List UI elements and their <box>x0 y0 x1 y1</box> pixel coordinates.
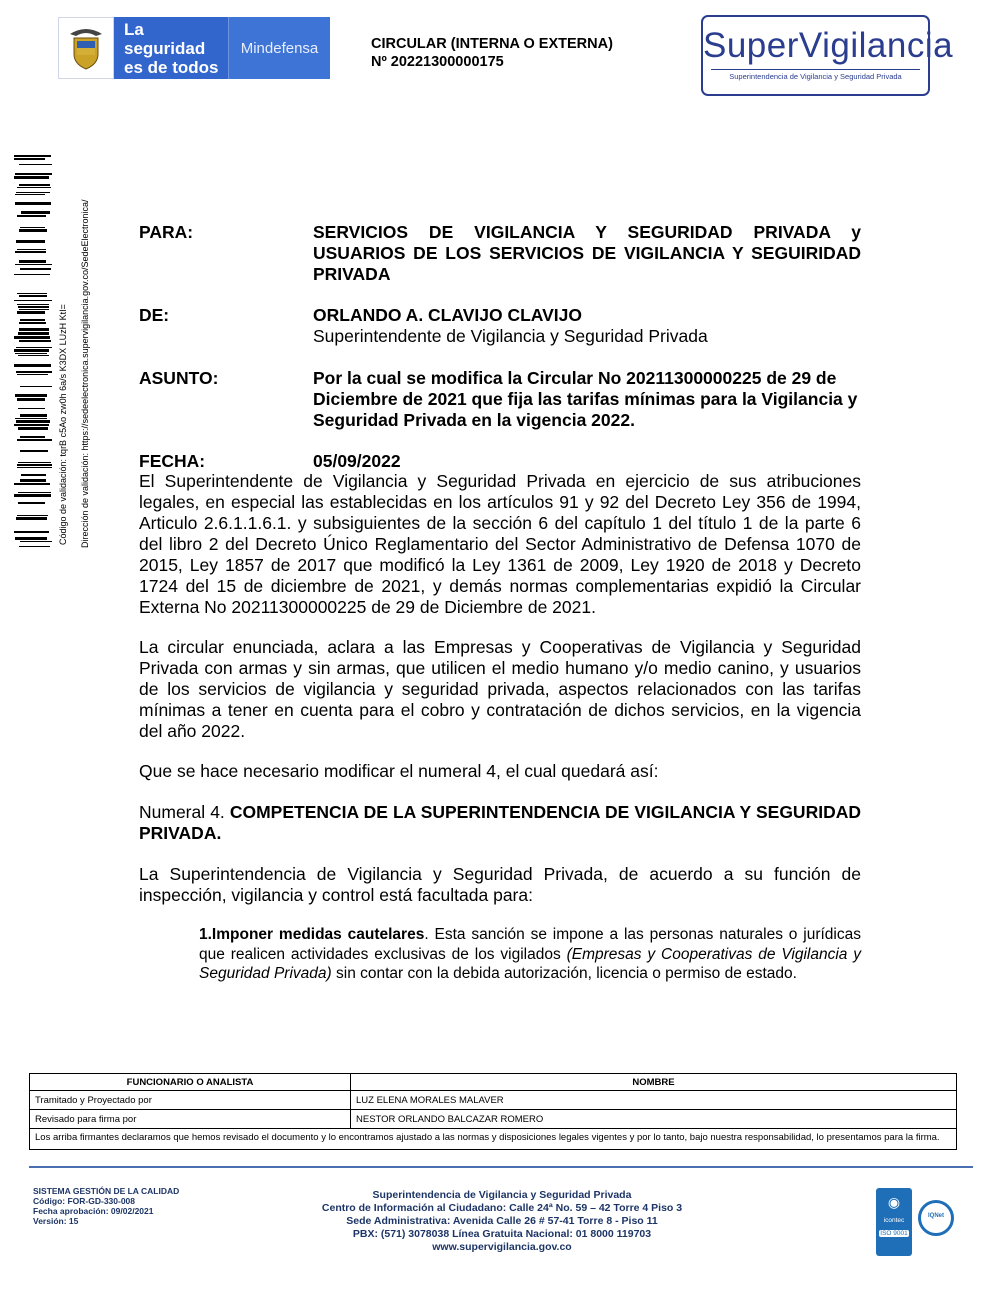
iqnet-certification-icon <box>918 1200 954 1236</box>
item-1-heading: 1.Imponer medidas cautelares <box>199 926 425 943</box>
fecha-label: FECHA: <box>139 451 206 471</box>
table-row <box>30 1110 957 1129</box>
contact-website[interactable]: www.supervigilancia.gov.co <box>432 1241 572 1253</box>
asunto-value: Por la cual se modifica la Circular No 20211300000225 de 29 de Diciembre de 2021 que fija las tarifas mínimas para la Vigilancia y Seguridad Privada en la vigencia 2022. <box>313 368 858 430</box>
icontec-standard: ISO 9001 <box>880 1230 908 1237</box>
quality-approval-date: Fecha aprobación: 09/02/2021 <box>33 1206 154 1216</box>
supervigilancia-logo <box>701 15 954 96</box>
para-label: PARA: <box>139 222 194 242</box>
table-cell-name: NESTOR ORLANDO BALCAZAR ROMERO <box>351 1110 957 1129</box>
table-cell-name: LUZ ELENA MORALES MALAVER <box>351 1091 957 1110</box>
signature-table <box>29 1073 957 1150</box>
numeral-prefix: Numeral 4. <box>139 802 225 822</box>
slogan-line-1: La seguridad <box>124 19 206 58</box>
para-value: SERVICIOS DE VIGILANCIA Y SEGURIDAD PRIVADA y USUARIOS DE LOS SERVICIOS DE VIGILANCIA Y SEGUIRIDAD PRIVADA <box>313 222 861 284</box>
contact-org: Superintendencia de Vigilancia y Seguridad Privada <box>372 1189 632 1201</box>
item-1-end: sin contar con la debida autorización, licencia o permiso de estado. <box>331 965 797 982</box>
quality-system-title: SISTEMA GESTIÓN DE LA CALIDAD <box>33 1186 180 1196</box>
quality-system-info <box>33 1186 179 1226</box>
item-1-italic: (Empresas y Cooperativas de Vigilancia y Seguridad Privada) <box>199 945 861 982</box>
table-note-row <box>30 1129 957 1150</box>
table-note: Los arriba firmantes declaramos que hemos revisado el documento y lo encontramos ajustado a las normas y disposiciones legales vigentes y por lo tanto, bajo nuestra responsabilidad, lo presentamos para la firma. <box>30 1129 957 1150</box>
paragraph-2: La circular enunciada, aclara a las Empresas y Cooperativas de Vigilancia y Seguridad Privada con armas y sin armas, que utilicen el medio humano y/o medio canino, y usuarios de los servicios de vigilancia y seguridad privada, aspectos relacionados con las tarifas mínimas a tener en cuenta para el cobro y contratación de dichos servicios, en la vigencia del año 2022. <box>139 637 861 741</box>
table-header-row <box>30 1074 957 1091</box>
sv-logo-name: SuperVigilancia <box>703 26 954 65</box>
paragraph-3: Que se hace necesario modificar el numeral 4, el cual quedará así: <box>139 761 659 781</box>
table-cell-role: Tramitado y Proyectado por <box>30 1091 351 1110</box>
barcode <box>14 155 52 547</box>
validation-url: Dirección de validación: https://sedeelectronica.supervigilancia.gov.co/SedeElectronica/ <box>80 199 90 548</box>
table-header-funcionario: FUNCIONARIO O ANALISTA <box>30 1074 351 1091</box>
contact-admin-office: Sede Administrativa: Avenida Calle 26 # 57-41 Torre 8 - Piso 11 <box>346 1215 658 1227</box>
paragraph-5: La Superintendencia de Vigilancia y Seguridad Privada, de acuerdo a su función de inspección, vigilancia y control está facultada para: <box>139 864 861 905</box>
table-row <box>30 1091 957 1110</box>
numeral-heading: COMPETENCIA DE LA SUPERINTENDENCIA DE VIGILANCIA Y SEGURIDAD PRIVADA. <box>139 802 861 843</box>
de-label: DE: <box>139 305 170 325</box>
government-logo <box>58 17 330 79</box>
de-title: Superintendente de Vigilancia y Seguridad Privada <box>313 326 708 346</box>
circular-header <box>371 35 613 71</box>
government-slogan <box>114 17 228 79</box>
icontec-brand: icontec <box>883 1217 905 1224</box>
fecha-value: 05/09/2022 <box>313 451 401 471</box>
circular-title: CIRCULAR (INTERNA O EXTERNA) <box>371 36 613 52</box>
circular-number: Nº 20221300000175 <box>371 54 504 70</box>
paragraph-1: El Superintendente de Vigilancia y Seguridad Privada en ejercicio de sus atribuciones legales, en especial las establecidas en los artículos 91 y 92 del Decreto Ley 356 de 1994, Articulo 2.6.1.1.6.1. y subsiguientes de la sección 6 del capítulo 1 del título 1 de la parte 6 del libro 2 del Decreto Único Reglamentario del Sector Administrativo de Defensa 1070 de 2015, Ley 1857 de 2017 que modificó la Ley 1361 de 2009, Ley 1920 de 2018 y Decreto 1724 del 15 de diciembre de 2021, y demás normas complementarias expidió la Circular Externa No 20211300000225 de 29 de Diciembre de 2021. <box>139 471 861 617</box>
quality-code: Código: FOR-GD-330-008 <box>33 1196 136 1206</box>
footer-divider <box>29 1166 973 1168</box>
contact-phone: PBX: (571) 3078038 Línea Gratuita Nacional: 01 8000 119703 <box>352 1228 652 1240</box>
validation-code: Código de validación: tqrB c5Ao zw0h 6a/s K3DX LUzH KtI= <box>58 304 68 545</box>
slogan-line-2: es de todos <box>124 57 219 77</box>
quality-version: Versión: 15 <box>33 1216 79 1226</box>
list-item-1 <box>199 925 861 984</box>
contact-info <box>290 1189 714 1254</box>
table-header-nombre: NOMBRE <box>351 1074 957 1091</box>
ministry-label: Mindefensa <box>228 17 330 79</box>
paragraph-4 <box>139 802 861 844</box>
contact-citizen-center: Centro de Información al Ciudadano: Calle 24ª No. 59 – 42 Torre 4 Piso 3 <box>321 1202 683 1214</box>
iqnet-brand: IQNet <box>927 1213 944 1219</box>
icontec-certification-icon: ◉ icontec ISO 9001 <box>876 1188 912 1256</box>
de-value <box>313 305 861 347</box>
coat-of-arms-icon <box>58 17 114 79</box>
asunto-label: ASUNTO: <box>139 368 219 388</box>
sv-logo-subtitle: Superintendencia de Vigilancia y Seguridad Privada <box>711 69 920 81</box>
de-name: ORLANDO A. CLAVIJO CLAVIJO <box>313 305 582 325</box>
item-1-text: . Esta sanción se impone a las personas naturales o jurídicas que realicen actividades exclusivas de los vigilados <box>199 926 861 963</box>
table-cell-role: Revisado para firma por <box>30 1110 351 1129</box>
